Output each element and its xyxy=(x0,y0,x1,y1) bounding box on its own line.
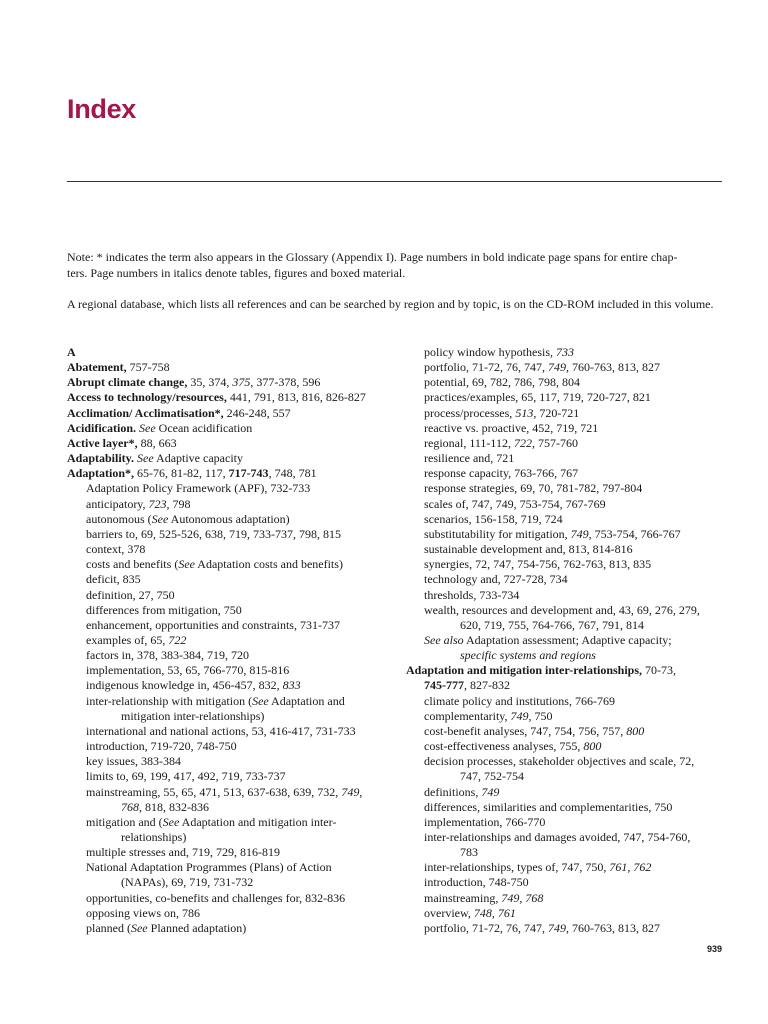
index-entry xyxy=(406,860,726,875)
index-text: Adaptation*, xyxy=(67,466,135,481)
index-text: introduction, 748-750 xyxy=(424,875,529,890)
index-text: 88, 663 xyxy=(137,435,177,450)
index-entry xyxy=(406,694,726,709)
index-text: planned ( xyxy=(86,920,131,935)
index-text: 722 xyxy=(168,632,187,647)
index-entry xyxy=(67,603,392,618)
index-text: implementation, 53, 65, 766-770, 815-816 xyxy=(86,663,290,678)
index-text: Acclimation/ Acclimatisation*, xyxy=(67,405,224,420)
index-text: indigenous knowledge in, 456-457, 832, xyxy=(86,678,283,693)
index-text: , 818, 832-836 xyxy=(139,799,209,814)
index-text: 749 xyxy=(341,784,360,799)
index-text: definition, 27, 750 xyxy=(86,587,175,602)
index-text: 717-743 xyxy=(228,466,269,481)
index-entry xyxy=(67,663,392,678)
index-entry xyxy=(406,724,726,739)
index-entry xyxy=(406,648,726,663)
index-entry xyxy=(67,845,392,860)
index-text: anticipatory, xyxy=(86,496,149,511)
index-text: 762 xyxy=(633,860,652,875)
index-entry xyxy=(67,497,392,512)
index-entry xyxy=(406,360,726,375)
index-entry xyxy=(406,845,726,860)
index-entry xyxy=(67,860,392,875)
index-entry xyxy=(67,557,392,572)
index-entry xyxy=(67,800,392,815)
index-text: 749 xyxy=(510,708,529,723)
index-text: barriers to, 69, 525-526, 638, 719, 733-737, 798, 815 xyxy=(86,526,341,541)
index-entry xyxy=(406,345,726,360)
index-text: limits to, 69, 199, 417, 492, 719, 733-737 xyxy=(86,769,286,784)
index-entry xyxy=(406,572,726,587)
index-text: cost-effectiveness analyses, 755, xyxy=(424,739,584,754)
index-text: inter-relationship with mitigation ( xyxy=(86,693,253,708)
index-entry xyxy=(67,527,392,542)
index-entry xyxy=(67,466,392,481)
index-entry xyxy=(406,830,726,845)
index-text: autonomous ( xyxy=(86,511,152,526)
index-text: 441, 791, 813, 816, 826-827 xyxy=(226,390,366,405)
index-entry xyxy=(67,906,392,921)
index-text: 783 xyxy=(460,845,478,860)
index-text: scales of, 747, 749, 753-754, 767-769 xyxy=(424,496,606,511)
index-text: inter-relationships and damages avoided, 747, 754-760, xyxy=(424,830,691,844)
index-text: regional, 111-112, xyxy=(424,435,514,450)
index-text: definitions, xyxy=(424,784,482,799)
index-text: mitigation inter-relationships) xyxy=(121,708,265,723)
index-text: 35, 374, xyxy=(187,375,233,390)
index-text: See xyxy=(130,920,148,935)
index-entry xyxy=(67,875,392,890)
index-entry xyxy=(406,906,726,921)
index-text: Autonomous adaptation) xyxy=(168,511,290,526)
index-text: 246-248, 557 xyxy=(223,405,291,420)
index-entry xyxy=(406,512,726,527)
index-text: Adaptability. xyxy=(67,451,135,466)
index-text: wealth, resources and development and, 43, 69, 276, 279, xyxy=(424,602,700,617)
index-text: climate policy and institutions, 766-769 xyxy=(424,693,615,708)
index-text: 70-73, xyxy=(642,663,677,678)
index-entry xyxy=(406,390,726,405)
index-entry xyxy=(406,921,726,936)
index-entry xyxy=(67,769,392,784)
index-text: substitutability for mitigation, xyxy=(424,526,571,541)
index-text: policy window hypothesis, xyxy=(424,345,556,359)
index-text: portfolio, 71-72, 76, 747, xyxy=(424,920,548,935)
index-text: 748 xyxy=(473,905,492,920)
index-text: , 760-763, 813, 827 xyxy=(566,360,660,375)
index-entry xyxy=(406,875,726,890)
index-text: 757-758 xyxy=(126,360,170,375)
index-text: multiple stresses and, 719, 729, 816-819 xyxy=(86,845,280,860)
index-entry xyxy=(406,527,726,542)
index-entry xyxy=(67,785,392,800)
index-text: 761 xyxy=(497,905,516,920)
index-text: synergies, 72, 747, 754-756, 762-763, 813, 835 xyxy=(424,557,652,572)
index-text: Abrupt climate change, xyxy=(67,375,188,390)
index-note xyxy=(67,249,722,312)
index-entry xyxy=(406,421,726,436)
index-entry xyxy=(406,663,726,678)
index-text: 800 xyxy=(626,723,645,738)
index-entry xyxy=(67,481,392,496)
index-entry xyxy=(67,678,392,693)
index-entry xyxy=(406,800,726,815)
index-text: specific systems and regions xyxy=(460,648,596,663)
index-text: 833 xyxy=(282,678,301,693)
index-text: , xyxy=(519,890,526,905)
index-entry xyxy=(406,709,726,724)
index-text: introduction, 719-720, 748-750 xyxy=(86,739,237,754)
index-text: key issues, 383-384 xyxy=(86,754,181,769)
index-text: See xyxy=(139,420,156,435)
index-entry xyxy=(406,633,726,648)
index-entry xyxy=(406,542,726,557)
index-entry xyxy=(67,618,392,633)
index-text: differences from mitigation, 750 xyxy=(86,602,242,617)
index-text: , xyxy=(359,784,363,799)
index-text: technology and, 727-728, 734 xyxy=(424,572,568,587)
index-entry xyxy=(67,345,392,360)
index-text: 733 xyxy=(556,345,574,359)
index-text: , 757-760 xyxy=(531,435,578,450)
index-entry xyxy=(67,542,392,557)
index-text: 800 xyxy=(583,739,602,754)
index-text: 65-76, 81-82, 117, xyxy=(134,466,229,481)
index-entry xyxy=(406,481,726,496)
index-text: 768 xyxy=(121,799,139,814)
index-entry xyxy=(406,466,726,481)
index-text: 513 xyxy=(515,405,534,420)
index-text: opportunities, co-benefits and challenges for, 832-836 xyxy=(86,890,346,905)
index-entry xyxy=(67,633,392,648)
regional-database-note: A regional database, which lists all references and can be searched by region and by topic, is on the CD-ROM included in this volume. xyxy=(67,297,714,311)
index-entry xyxy=(67,421,392,436)
index-text: overview, xyxy=(424,905,474,920)
index-entry xyxy=(406,769,726,784)
index-text: factors in, 378, 383-384, 719, 720 xyxy=(86,648,249,663)
index-entry xyxy=(67,709,392,724)
index-text: 749 xyxy=(501,890,520,905)
index-text: examples of, 65, xyxy=(86,632,169,647)
index-text: Adaptation and mitigation inter-relationships, xyxy=(406,663,643,678)
index-entry xyxy=(67,815,392,830)
index-text: opposing views on, 786 xyxy=(86,905,200,920)
title-rule xyxy=(67,181,722,182)
index-entry xyxy=(67,512,392,527)
index-text: 761 xyxy=(609,860,628,875)
index-text: See xyxy=(137,451,154,466)
index-text: See xyxy=(151,511,169,526)
note-line-2: ters. Page numbers in italics denote tables, figures and boxed material. xyxy=(67,266,406,280)
index-entry xyxy=(406,451,726,466)
index-text: mitigation and ( xyxy=(86,814,163,829)
index-entry xyxy=(406,815,726,830)
index-text: cost-benefit analyses, 747, 754, 756, 757, xyxy=(424,723,627,738)
index-text: , 760-763, 813, 827 xyxy=(566,920,660,935)
index-entry xyxy=(406,588,726,603)
index-entry xyxy=(406,375,726,390)
index-text: portfolio, 71-72, 76, 747, xyxy=(424,360,548,375)
index-text: , 720-721 xyxy=(533,405,580,420)
index-text: response capacity, 763-766, 767 xyxy=(424,466,579,481)
index-entry xyxy=(67,830,392,845)
index-text: 749 xyxy=(548,920,566,935)
index-text: sustainable development and, 813, 814-816 xyxy=(424,542,633,557)
index-text: , 377-378, 596 xyxy=(250,375,321,390)
index-column-right xyxy=(406,345,726,936)
index-text: differences, similarities and complementarities, 750 xyxy=(424,799,673,814)
index-entry xyxy=(67,754,392,769)
index-column-left xyxy=(67,345,392,936)
index-text: , xyxy=(491,905,498,920)
index-text: See xyxy=(252,693,269,708)
index-entry xyxy=(406,891,726,906)
index-text: scenarios, 156-158, 719, 724 xyxy=(424,511,563,526)
index-text: Acidification. xyxy=(67,420,136,435)
index-text: inter-relationships, types of, 747, 750, xyxy=(424,860,610,875)
index-text: Planned adaptation) xyxy=(147,920,247,935)
index-text: See also xyxy=(424,632,464,647)
index-text: response strategies, 69, 70, 781-782, 797-804 xyxy=(424,481,643,496)
index-entry xyxy=(67,436,392,451)
index-entry xyxy=(67,360,392,375)
index-entry xyxy=(406,406,726,421)
index-text: Adaptation assessment; Adaptive capacity; xyxy=(463,632,672,647)
index-entry xyxy=(67,739,392,754)
index-text: deficit, 835 xyxy=(86,572,141,587)
index-text: , 748, 781 xyxy=(268,466,317,481)
index-text: decision processes, stakeholder objectives and scale, 72, xyxy=(424,754,695,769)
index-text: , 827-832 xyxy=(464,678,510,693)
index-entry xyxy=(67,375,392,390)
index-entry xyxy=(406,603,726,618)
index-entry xyxy=(67,891,392,906)
index-entry xyxy=(406,754,726,769)
index-text: mainstreaming, 55, 65, 471, 513, 637-638, 639, 732, xyxy=(86,784,342,799)
note-paragraph xyxy=(67,249,722,281)
index-entry xyxy=(406,618,726,633)
index-entry xyxy=(67,451,392,466)
index-text: 620, 719, 755, 764-766, 767, 791, 814 xyxy=(460,617,644,632)
index-text: costs and benefits ( xyxy=(86,557,179,572)
index-entry xyxy=(67,588,392,603)
index-entry xyxy=(406,739,726,754)
index-entry xyxy=(406,785,726,800)
index-text: context, 378 xyxy=(86,542,146,557)
index-entry xyxy=(406,557,726,572)
index-entry xyxy=(406,678,726,693)
index-text: See xyxy=(178,557,195,572)
index-text: National Adaptation Programmes (Plans) of Action xyxy=(86,860,332,875)
index-text: Adaptation costs and benefits) xyxy=(194,557,343,572)
index-text: international and national actions, 53, 416-417, 731-733 xyxy=(86,723,356,738)
index-text: potential, 69, 782, 786, 798, 804 xyxy=(424,375,580,390)
index-text: resilience and, 721 xyxy=(424,451,515,466)
index-entry xyxy=(67,648,392,663)
index-text: (NAPAs), 69, 719, 731-732 xyxy=(121,875,254,890)
index-text: 747, 752-754 xyxy=(460,769,524,784)
index-text: Active layer*, xyxy=(67,435,138,450)
index-text: , 798 xyxy=(166,496,191,511)
index-text: implementation, 766-770 xyxy=(424,814,546,829)
index-text: enhancement, opportunities and constraints, 731-737 xyxy=(86,617,340,632)
index-text: Adaptation and mitigation inter- xyxy=(179,814,337,829)
index-text: A xyxy=(67,345,76,359)
index-text: relationships) xyxy=(121,830,187,844)
index-entry xyxy=(67,694,392,709)
index-text: Abatement, xyxy=(67,360,127,375)
index-text: 722 xyxy=(513,435,532,450)
index-text: 768 xyxy=(525,890,544,905)
index-entry xyxy=(67,572,392,587)
index-entry xyxy=(406,436,726,451)
note-line-1: Note: * indicates the term also appears in the Glossary (Appendix I). Page numbers in bold indicate page spans for entire chap- xyxy=(67,250,678,264)
index-text: 745-777 xyxy=(424,678,464,693)
index-text: Adaptive capacity xyxy=(153,451,243,466)
index-text: Ocean acidification xyxy=(155,420,253,435)
index-text: thresholds, 733-734 xyxy=(424,587,520,602)
index-text: practices/examples, 65, 117, 719, 720-727, 821 xyxy=(424,390,651,405)
index-entry xyxy=(67,406,392,421)
index-text: 749 xyxy=(548,360,566,375)
index-text: , 753-754, 766-767 xyxy=(588,526,681,541)
index-entry xyxy=(67,390,392,405)
index-text: 749 xyxy=(481,784,500,799)
index-text: complementarity, xyxy=(424,708,511,723)
index-text: Access to technology/resources, xyxy=(67,390,227,405)
index-text: 375 xyxy=(232,375,251,390)
index-text: 723 xyxy=(148,496,167,511)
index-text: See xyxy=(162,814,180,829)
index-text: Adaptation Policy Framework (APF), 732-733 xyxy=(86,481,311,496)
page-title: Index xyxy=(67,94,137,124)
index-text: Adaptation and xyxy=(268,693,345,708)
index-entry xyxy=(406,497,726,512)
index-text: process/processes, xyxy=(424,405,516,420)
index-text: 749 xyxy=(570,526,589,541)
page-number: 939 xyxy=(706,944,722,954)
index-text: , 750 xyxy=(528,708,553,723)
index-text: mainstreaming, xyxy=(424,890,502,905)
index-entry xyxy=(67,921,392,936)
index-text: reactive vs. proactive, 452, 719, 721 xyxy=(424,420,599,435)
index-text: , xyxy=(627,860,634,875)
index-entry xyxy=(67,724,392,739)
